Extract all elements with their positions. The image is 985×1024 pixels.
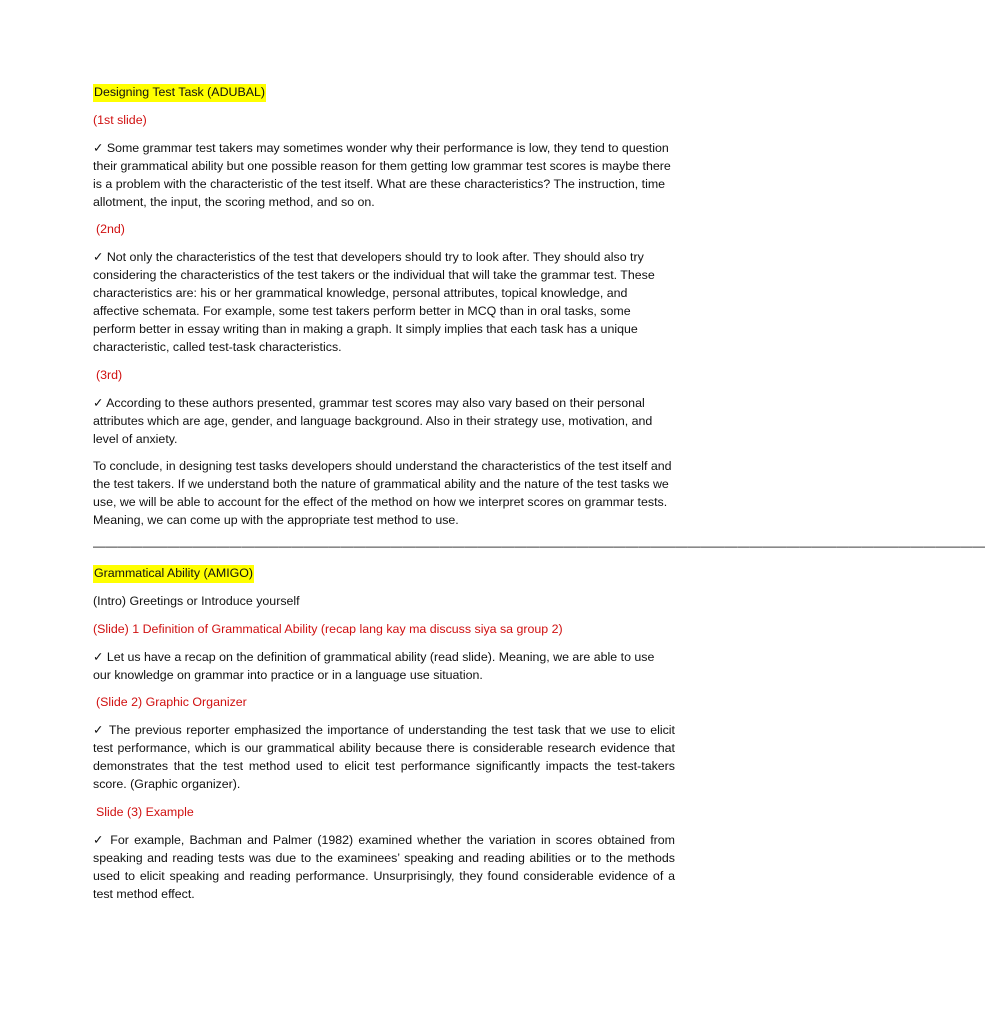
paragraph-1st-slide: ✓ Some grammar test takers may sometimes wonder why their performance is low, they tend to question their grammatical ability but one possible reason for them getting low grammar test scores is maybe there is a problem with the characteristic of the test itself. What are these characteristics? The instruction, time allotment, the input, the scoring method, and so on. [93,140,671,209]
section-heading-grammatical-ability: Grammatical Ability (AMIGO) [93,565,254,583]
conclusion-paragraph: To conclude, in designing test tasks developers should understand the characteristics of the test itself and the test takers. If we understand both the nature of grammatical ability and the nature of the test tasks we use, we will be able to account for the effect of the method on how we interpret scores on grammar tests. Meaning, we can come up with the appropriate test method to use. [93,459,672,528]
document-page [93,84,985,914]
slide-label-slide-2: (Slide 2) Graphic Organizer [96,695,247,710]
slide-label-slide-1: (Slide) 1 Definition of Grammatical Ability (recap lang kay ma discuss siya sa group 2) [93,621,563,636]
section-heading-designing-test-task: Designing Test Task (ADUBAL) [93,84,266,102]
slide-label-3rd: (3rd) [96,367,123,382]
paragraph-slide-2: ✓ The previous reporter emphasized the importance of understanding the test task that we use to elicit test performance, which is our grammatical ability because there is considerable research evidence that demonstrates that the test method used to elicit test performance significantly impacts the test-takers score. (Graphic organizer). [93,723,675,792]
paragraph-slide-3: ✓ For example, Bachman and Palmer (1982) examined whether the variation in scores obtained from speaking and reading tests was due to the examinees’ speaking and reading abilities or to the methods used to elicit speaking and reading performance. Unsurprisingly, they found considerable evidence of a test method effect. [93,832,675,901]
intro-line: (Intro) Greetings or Introduce yourself [93,593,300,608]
slide-label-slide-3: Slide (3) Example [96,805,194,819]
paragraph-3rd-slide: ✓ According to these authors presented, grammar test scores may also vary based on their personal attributes which are age, gender, and language background. Also in their strategy use, motivation, and level of anxiety. [93,395,653,446]
slide-label-2nd: (2nd) [96,222,125,237]
section-divider: ———————————————————————————————————————————————————————————————————————— [93,539,985,554]
slide-label-1st: (1st slide) [93,112,147,127]
paragraph-2nd-slide: ✓ Not only the characteristics of the test that developers should try to look after. They should also try considering the characteristics of the test takers or the individual that will take the grammar test. These characteristics are: his or her grammatical knowledge, personal attributes, topical knowledge, and affective schemata. For example, some test takers perform better in MCQ than in oral tasks, some perform better in essay writing than in making a graph. It simply implies that each task has a unique characteristic, called test-task characteristics. [93,250,655,354]
paragraph-slide-1: ✓ Let us have a recap on the definition of grammatical ability (read slide). Meaning, we are able to use our knowledge on grammar into practice or in a language use situation. [93,649,655,682]
